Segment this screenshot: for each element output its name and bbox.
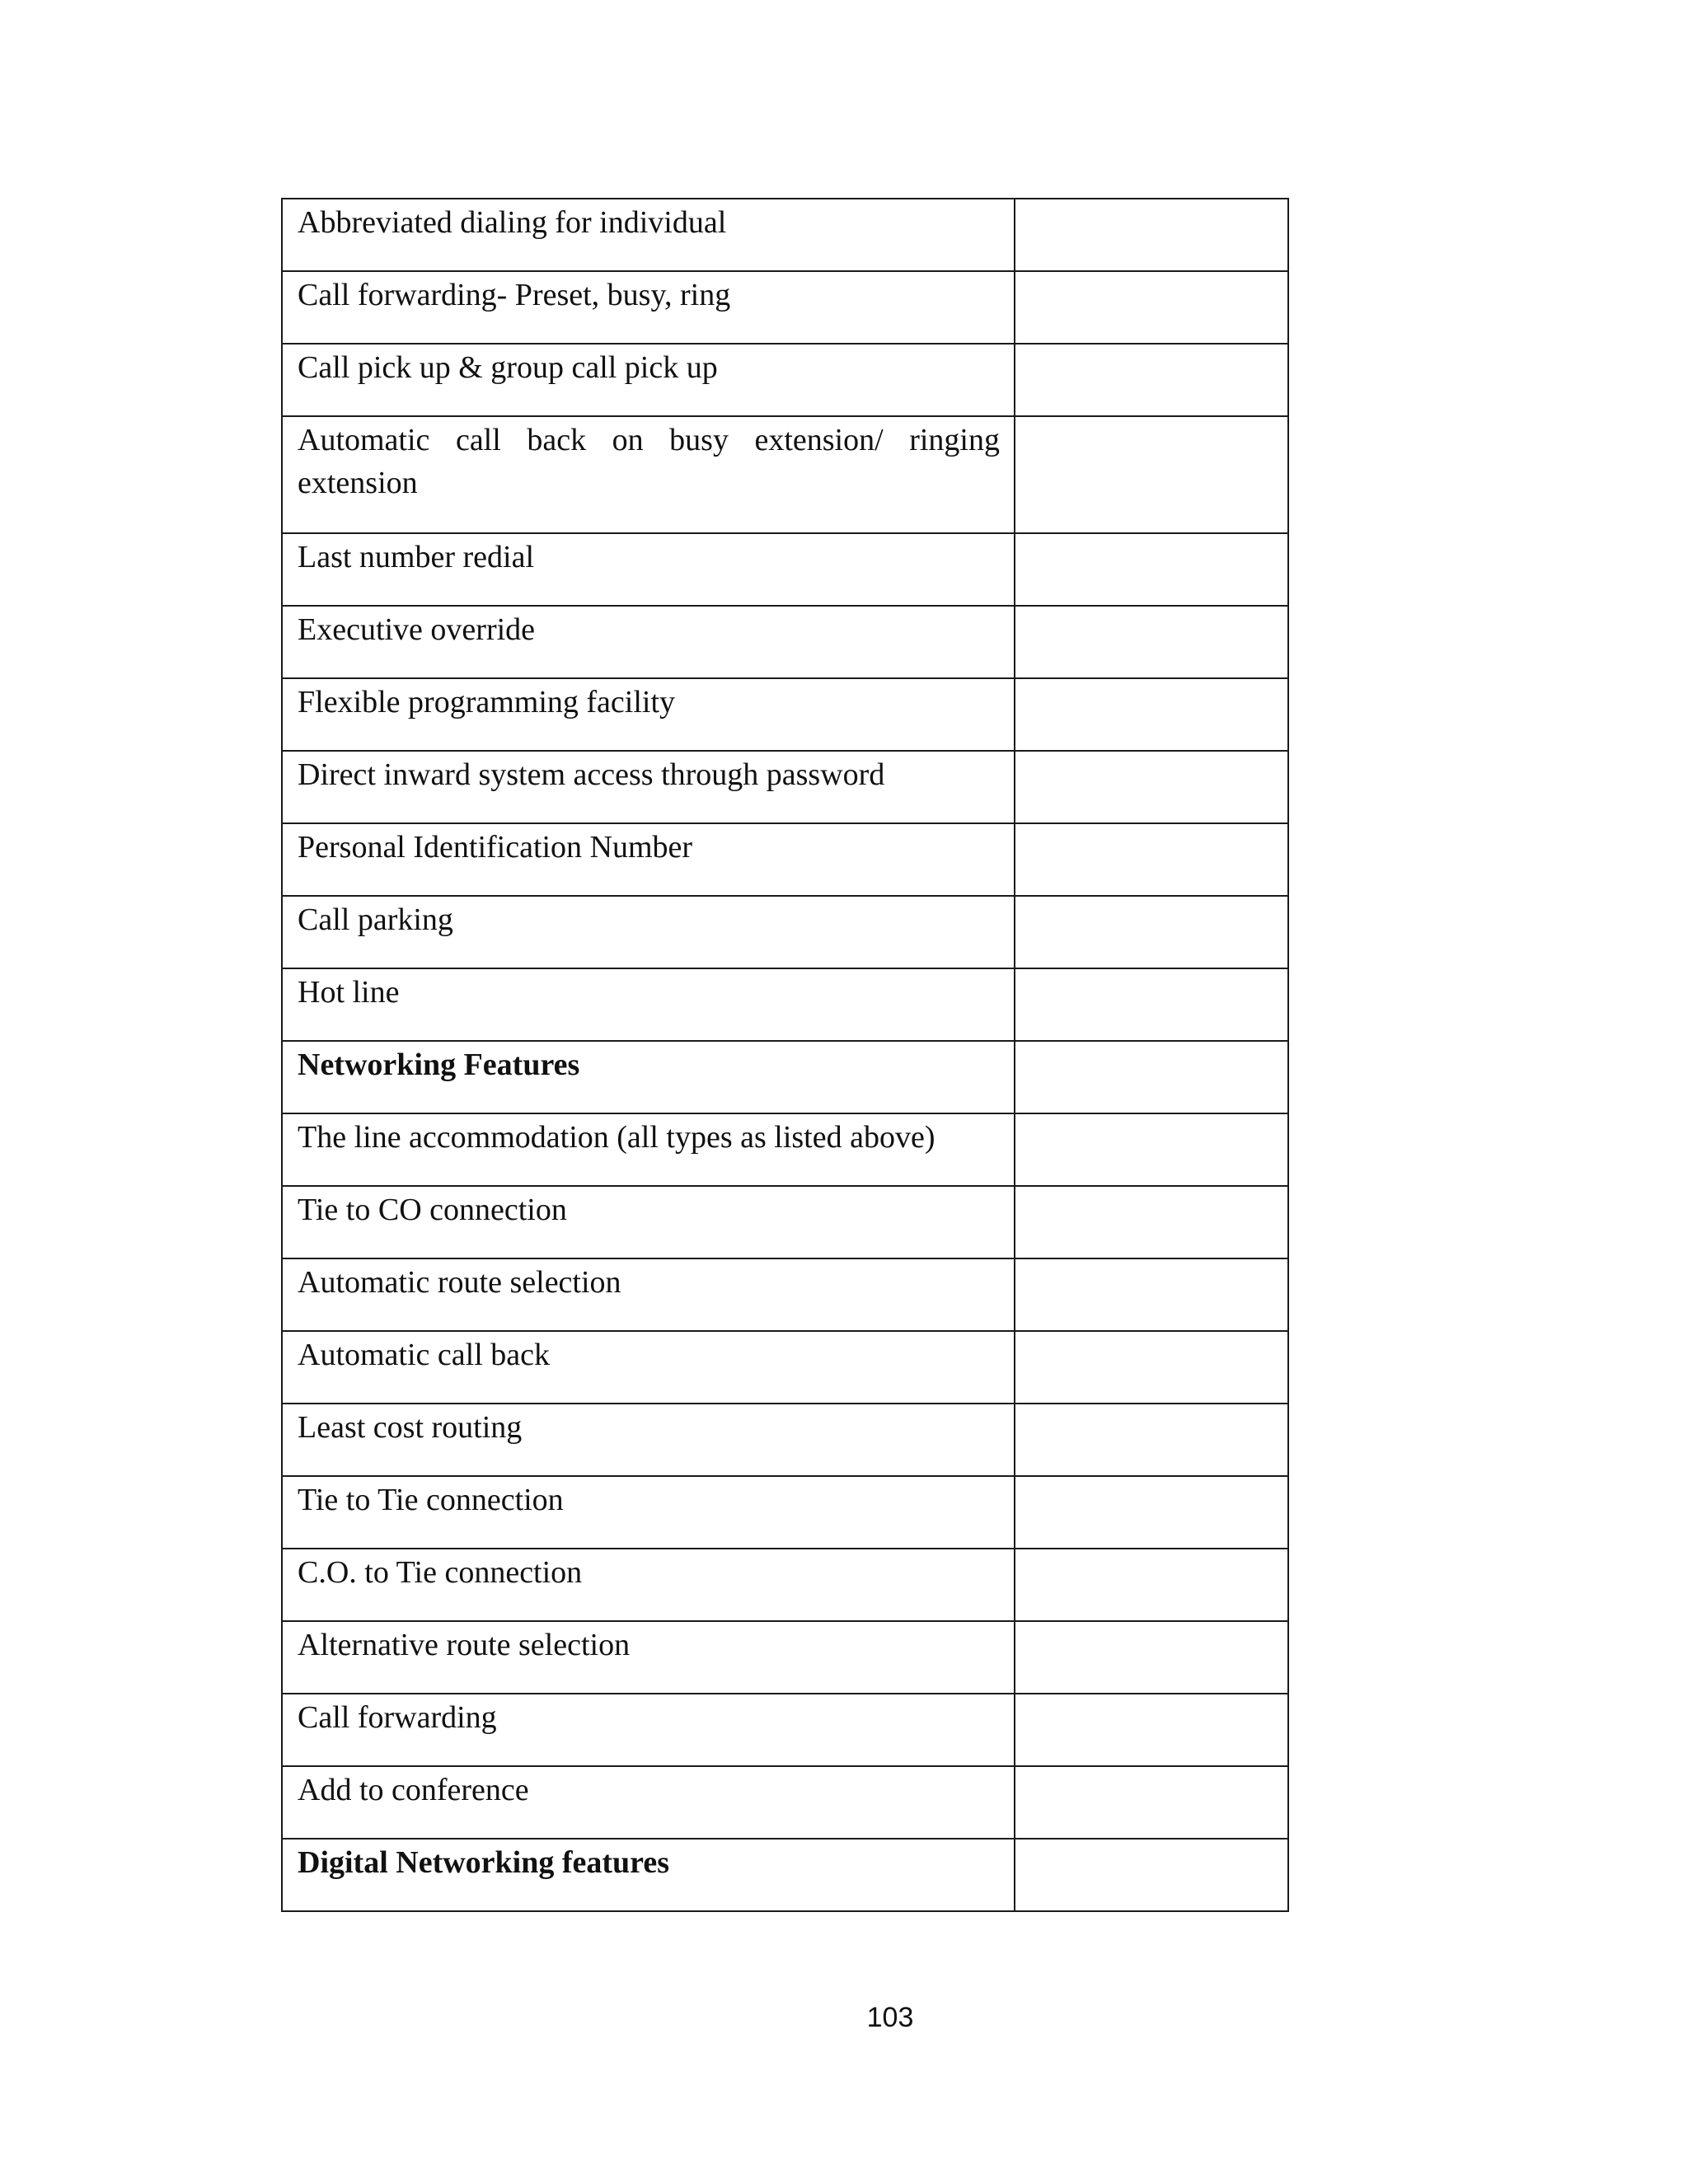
feature-label: Add to conference bbox=[298, 1773, 529, 1807]
section-heading-digital-networking-features: Digital Networking features bbox=[298, 1845, 670, 1880]
feature-cell bbox=[282, 968, 1015, 1041]
feature-label: Automatic route selection bbox=[298, 1265, 621, 1300]
table-section-row bbox=[282, 1839, 1288, 1911]
feature-cell bbox=[282, 606, 1015, 678]
feature-label: Last number redial bbox=[298, 540, 535, 574]
section-heading-cell bbox=[282, 1041, 1015, 1113]
table-row bbox=[282, 968, 1288, 1041]
value-cell bbox=[1015, 1258, 1288, 1331]
feature-cell bbox=[282, 1331, 1015, 1404]
section-heading-networking-features: Networking Features bbox=[298, 1047, 580, 1082]
feature-label: Tie to CO connection bbox=[298, 1193, 567, 1227]
feature-label: Executive override bbox=[298, 612, 536, 647]
feature-cell bbox=[282, 1476, 1015, 1549]
value-cell bbox=[1015, 1186, 1288, 1258]
feature-cell bbox=[282, 199, 1015, 271]
value-cell bbox=[1015, 1404, 1288, 1476]
table-row bbox=[282, 751, 1288, 823]
value-cell bbox=[1015, 606, 1288, 678]
feature-label: Abbreviated dialing for individual bbox=[298, 205, 727, 240]
feature-cell bbox=[282, 1404, 1015, 1476]
table-row bbox=[282, 344, 1288, 416]
feature-cell bbox=[282, 678, 1015, 751]
table-row bbox=[282, 896, 1288, 968]
feature-cell bbox=[282, 533, 1015, 606]
value-cell bbox=[1015, 1766, 1288, 1839]
feature-label: Direct inward system access through password bbox=[298, 757, 885, 792]
table-row bbox=[282, 271, 1288, 344]
feature-label: Flexible programming facility bbox=[298, 685, 676, 719]
table-row bbox=[282, 1694, 1288, 1766]
feature-cell bbox=[282, 1186, 1015, 1258]
table-row bbox=[282, 416, 1288, 533]
feature-table-body bbox=[282, 199, 1288, 1911]
feature-label: Call parking bbox=[298, 902, 453, 937]
value-cell bbox=[1015, 1621, 1288, 1694]
section-heading-cell bbox=[282, 1839, 1015, 1911]
value-cell bbox=[1015, 199, 1288, 271]
feature-label: Alternative route selection bbox=[298, 1628, 631, 1662]
page-number: 103 bbox=[866, 2002, 914, 2033]
table-row bbox=[282, 1113, 1288, 1186]
value-cell bbox=[1015, 968, 1288, 1041]
feature-cell bbox=[282, 1113, 1015, 1186]
feature-label: Least cost routing bbox=[298, 1410, 523, 1445]
table-row bbox=[282, 1331, 1288, 1404]
value-cell bbox=[1015, 1694, 1288, 1766]
table-row bbox=[282, 678, 1288, 751]
table-row bbox=[282, 1186, 1288, 1258]
value-cell bbox=[1015, 896, 1288, 968]
feature-cell bbox=[282, 896, 1015, 968]
feature-cell bbox=[282, 823, 1015, 896]
feature-label: The line accommodation (all types as listed above) bbox=[298, 1120, 935, 1155]
value-cell bbox=[1015, 1549, 1288, 1621]
feature-cell bbox=[282, 751, 1015, 823]
table-row bbox=[282, 1621, 1288, 1694]
feature-label: Tie to Tie connection bbox=[298, 1483, 564, 1517]
feature-label: Hot line bbox=[298, 975, 400, 1010]
table-row bbox=[282, 1549, 1288, 1621]
feature-label: Call forwarding bbox=[298, 1700, 497, 1735]
table-section-row bbox=[282, 1041, 1288, 1113]
value-cell bbox=[1015, 533, 1288, 606]
feature-cell bbox=[282, 1258, 1015, 1331]
value-cell bbox=[1015, 271, 1288, 344]
table-row bbox=[282, 1766, 1288, 1839]
table-row bbox=[282, 1258, 1288, 1331]
value-cell bbox=[1015, 1839, 1288, 1911]
value-cell bbox=[1015, 416, 1288, 533]
value-cell bbox=[1015, 1476, 1288, 1549]
value-cell bbox=[1015, 751, 1288, 823]
feature-label: C.O. to Tie connection bbox=[298, 1555, 583, 1590]
table-row bbox=[282, 1404, 1288, 1476]
feature-cell bbox=[282, 416, 1015, 533]
feature-label: Call pick up & group call pick up bbox=[298, 350, 718, 385]
feature-cell bbox=[282, 1549, 1015, 1621]
table-row bbox=[282, 606, 1288, 678]
feature-cell bbox=[282, 1694, 1015, 1766]
feature-table bbox=[281, 198, 1289, 1912]
feature-label: Automatic call back bbox=[298, 1338, 550, 1372]
table-row bbox=[282, 1476, 1288, 1549]
feature-cell bbox=[282, 1766, 1015, 1839]
table-row bbox=[282, 533, 1288, 606]
value-cell bbox=[1015, 823, 1288, 896]
value-cell bbox=[1015, 1113, 1288, 1186]
value-cell bbox=[1015, 678, 1288, 751]
feature-cell bbox=[282, 271, 1015, 344]
feature-label: Automatic call back on busy extension/ ringing extension bbox=[298, 423, 1000, 500]
feature-label: Call forwarding- Preset, busy, ring bbox=[298, 278, 731, 312]
table-row bbox=[282, 823, 1288, 896]
feature-cell bbox=[282, 344, 1015, 416]
value-cell bbox=[1015, 344, 1288, 416]
feature-cell bbox=[282, 1621, 1015, 1694]
value-cell bbox=[1015, 1041, 1288, 1113]
table-row bbox=[282, 199, 1288, 271]
feature-label: Personal Identification Number bbox=[298, 830, 693, 865]
value-cell bbox=[1015, 1331, 1288, 1404]
